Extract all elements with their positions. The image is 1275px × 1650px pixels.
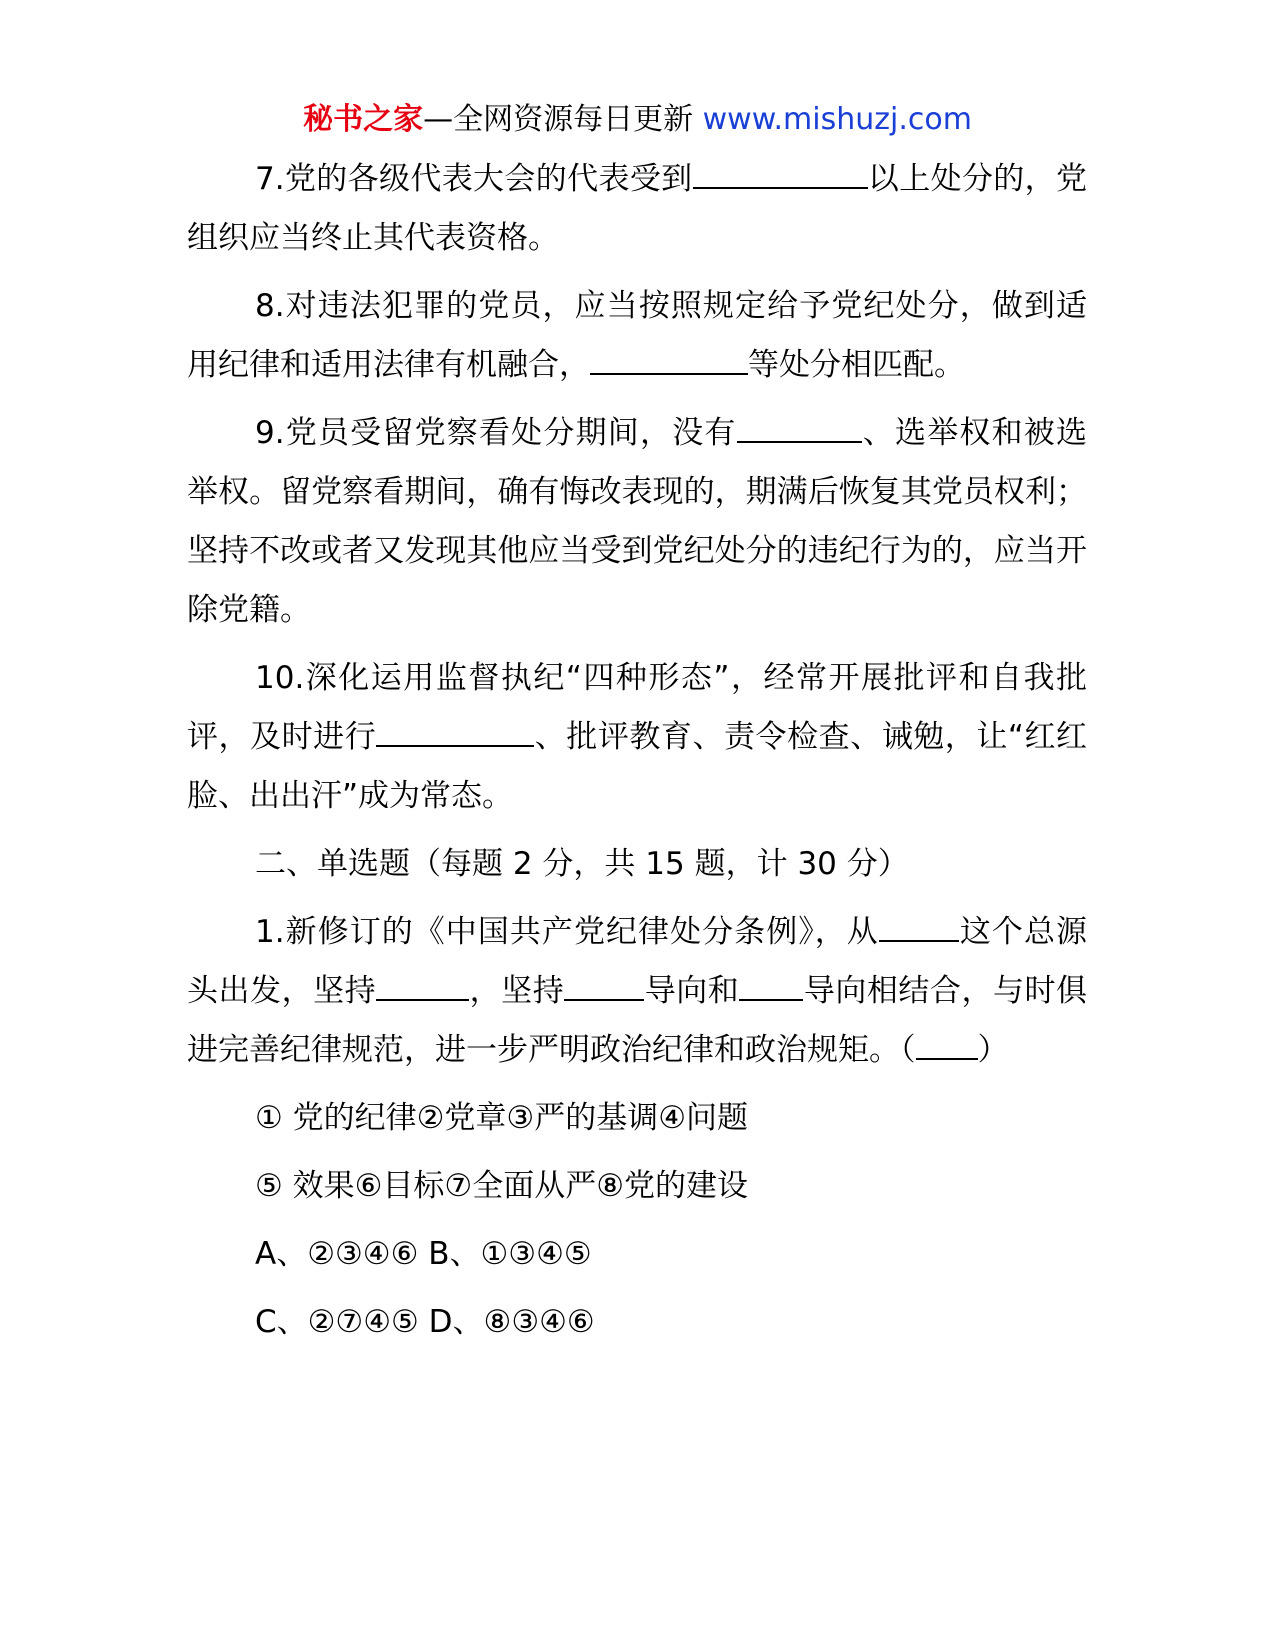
mc1-options-line-2: C、②⑦④⑤ D、⑧③④⑥ bbox=[255, 1304, 595, 1340]
question-10-text-b: 、批评教育、责令检查、诫勉，让“红红脸、出出汗”成为常态。 bbox=[187, 719, 1087, 814]
question-9-text-a: 9.党员受留党察看处分期间，没有 bbox=[255, 415, 737, 451]
mc1-text-3: ，坚持 bbox=[469, 973, 565, 1009]
question-7 bbox=[187, 150, 1087, 268]
question-8-text-a: 8.对违法犯罪的党员，应当按照规定给予党纪处分，做到适用纪律和适用法律有机融合， bbox=[187, 288, 1087, 383]
answer-blank bbox=[879, 914, 959, 942]
question-8 bbox=[187, 277, 1087, 395]
mc-question-1 bbox=[187, 903, 1087, 1080]
document-body bbox=[187, 150, 1087, 1361]
mc1-items-line-2: ⑤ 效果⑥目标⑦全面从严⑧党的建设 bbox=[255, 1168, 749, 1204]
answer-blank bbox=[564, 973, 644, 1001]
answer-blank bbox=[376, 973, 469, 1001]
header-slogan: —全网资源每日更新 bbox=[423, 102, 694, 137]
mc1-text-6: ） bbox=[977, 1032, 1009, 1068]
mc1-options-line-1: A、②③④⑥ B、①③④⑤ bbox=[255, 1236, 592, 1272]
site-url-link[interactable]: www.mishuzj.com bbox=[702, 102, 972, 137]
mc1-text-5: 导向相结合，与时俱进完善纪律规范，进一步严明政治纪律和政治规矩。（ bbox=[187, 973, 1088, 1068]
answer-blank bbox=[693, 161, 868, 189]
mc1-text-2: 这个总源头出发，坚持 bbox=[187, 914, 1087, 1009]
question-9-text-b: 、选举权和被选举权。留党察看期间，确有悔改表现的，期满后恢复其党员权利；坚持不改或者又发现其他应当受到党纪处分的违纪行为的，应当开除党籍。 bbox=[187, 415, 1088, 628]
brand-name: 秘书之家 bbox=[303, 102, 424, 137]
answer-blank bbox=[737, 415, 862, 443]
mc1-text-4: 导向和 bbox=[644, 973, 740, 1009]
mc1-text-1: 1.新修订的《中国共产党纪律处分条例》，从 bbox=[255, 914, 879, 950]
answer-blank bbox=[376, 719, 534, 747]
answer-blank bbox=[590, 347, 748, 375]
question-10-text-a: 10.深化运用监督执纪“四种形态”，经常开展批评和自我批评，及时进行 bbox=[187, 660, 1087, 755]
question-9 bbox=[187, 404, 1087, 640]
question-7-text-b: 以上处分的，党组织应当终止其代表资格。 bbox=[187, 161, 1088, 256]
answer-blank bbox=[739, 973, 803, 1001]
answer-blank bbox=[916, 1032, 978, 1060]
site-header bbox=[0, 100, 1275, 140]
section-title: 二、单选题（每题 2 分，共 15 题，计 30 分） bbox=[255, 846, 909, 882]
question-8-text-b: 等处分相匹配。 bbox=[748, 347, 965, 383]
question-7-text-a: 7.党的各级代表大会的代表受到 bbox=[255, 161, 693, 197]
question-10 bbox=[187, 649, 1087, 826]
mc1-items-line-1: ① 党的纪律②党章③严的基调④问题 bbox=[255, 1100, 749, 1136]
